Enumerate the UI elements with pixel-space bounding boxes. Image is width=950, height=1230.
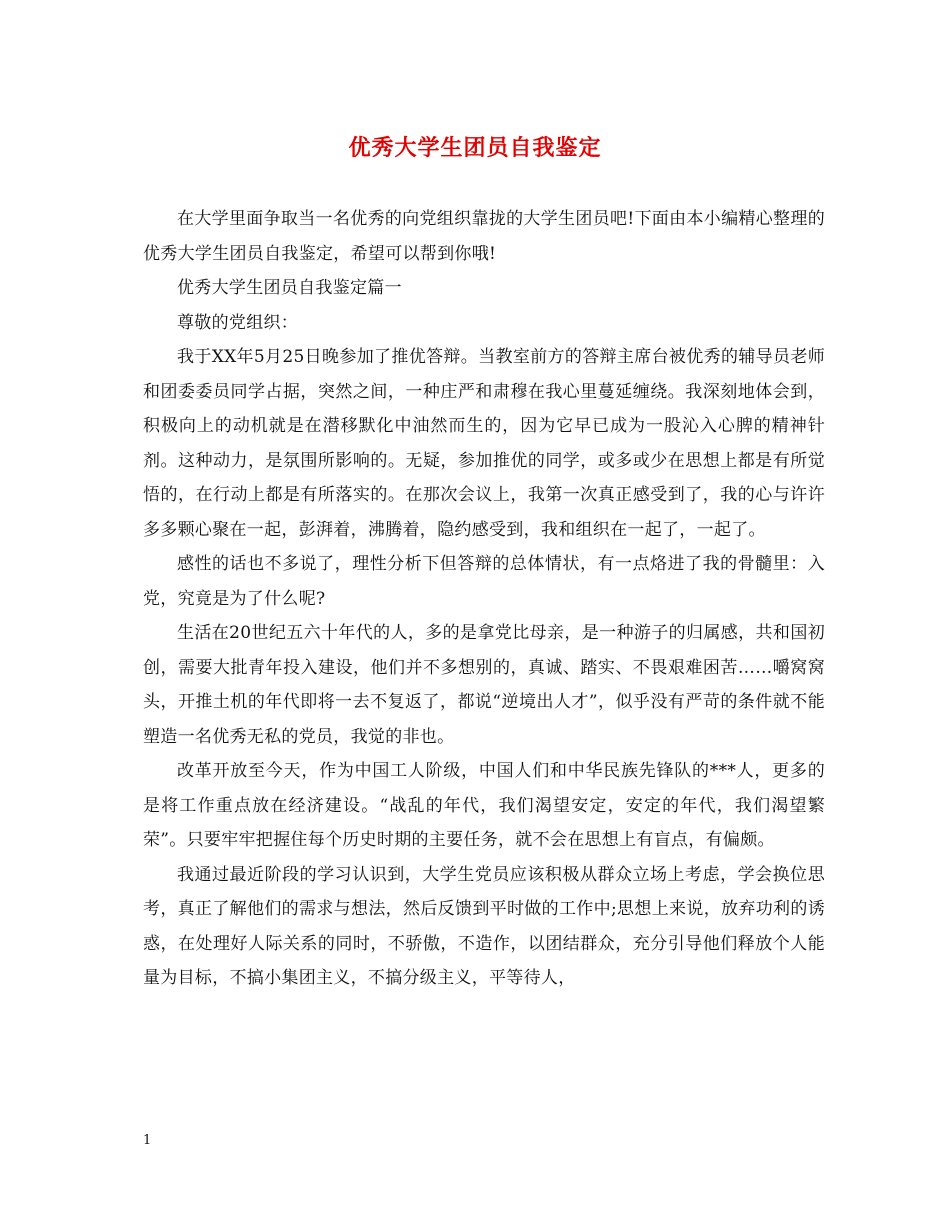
paragraph-section-heading: 优秀大学生团员自我鉴定篇一 — [177, 278, 402, 298]
paragraph-intro: 在大学里面争取当一名优秀的向党组织靠拢的大学生团员吧!下面由本小编精心整理的优秀大学生团员自我鉴定，希望可以帮到你哦! — [143, 209, 825, 264]
paragraph-body: 我于XX年5月25日晚参加了推优答辩。当教室前方的答辩主席台被优秀的辅导员老师和团委委员同学占据，突然之间，一种庄严和肃穆在我心里蔓延缠绕。我深刻地体会到，积极向上的动机就是在潜移默化中油然而生的，因为它早已成为一股沁入心脾的精神针剂。这种动力，是氛围所影响的。无疑，参加推优的同学，或多或少在思想上都是有所觉悟的，在行动上都是有所落实的。在那次会议上，我第一次真正感受到了，我的心与许许多多颗心聚在一起，彭湃着，沸腾着，隐约感受到，我和组织在一起了，一起了。 — [143, 347, 825, 540]
document-title: 优秀大学生团员自我鉴定 — [348, 135, 602, 161]
paragraph-body: 生活在20世纪五六十年代的人，多的是拿党比母亲，是一种游子的归属感，共和国初创，需要大批青年投入建设，他们并不多想别的，真诚、踏实、不畏艰难困苦……嚼窝窝头，开推土机的年代即将一去不复返了，都说“逆境出人才”，似乎没有严苛的条件就不能塑造一名优秀无私的党员，我觉的非也。 — [143, 623, 825, 747]
document-body — [143, 202, 825, 996]
paragraph-body: 我通过最近阶段的学习认识到，大学生党员应该积极从群众立场上考虑，学会换位思考，真正了解他们的需求与想法，然后反馈到平时做的工作中;思想上来说，放弃功利的诱惑，在处理好人际关系的同时，不骄傲，不造作，以团结群众，充分引导他们释放个人能量为目标，不搞小集团主义，不搞分级主义，平等待人， — [143, 864, 825, 988]
paragraph-salutation: 尊敬的党组织： — [177, 312, 299, 333]
paragraph-body: 感性的话也不多说了，理性分析下但答辩的总体情状，有一点烙进了我的骨髓里：入党，究竟是为了什么呢? — [143, 554, 825, 609]
paragraph-body: 改革开放至今天，作为中国工人阶级，中国人们和中华民族先锋队的***人，更多的是将工作重点放在经济建设。“战乱的年代，我们渴望安定，安定的年代，我们渴望繁荣”。只要牢牢把握住每个历史时期的主要任务，就不会在思想上有盲点，有偏颇。 — [143, 761, 825, 850]
page-number: 1 — [143, 1133, 152, 1148]
